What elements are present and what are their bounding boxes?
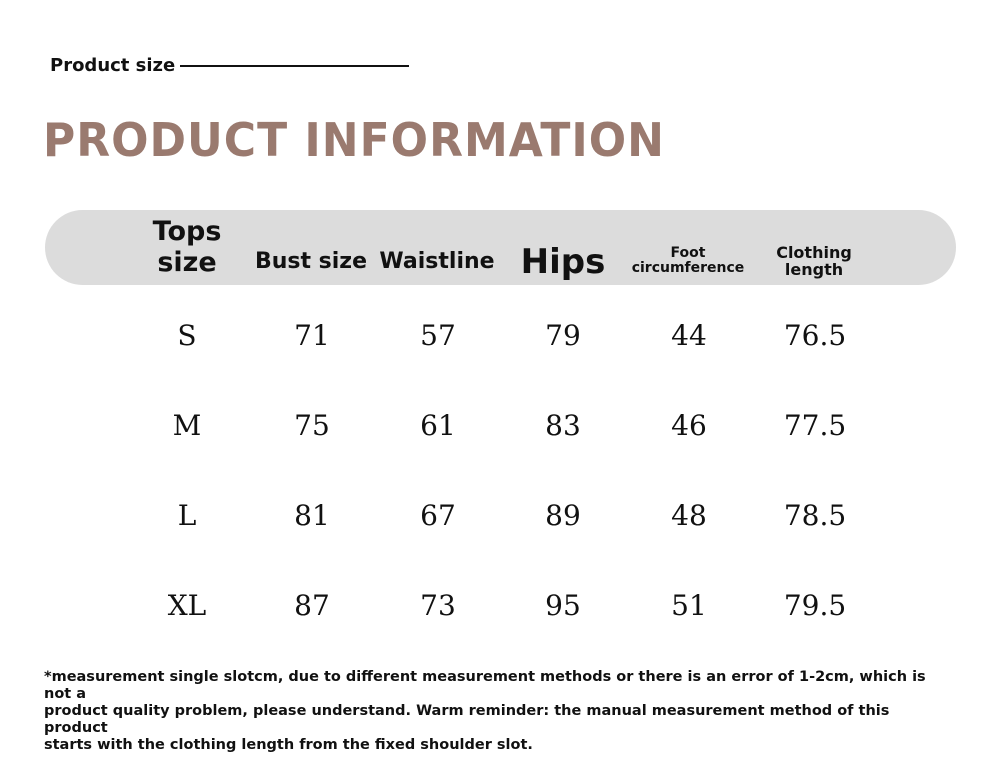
header-tops-size: [127, 216, 247, 278]
table-cell: 48: [671, 499, 707, 532]
table-cell: 79.5: [783, 589, 847, 622]
table-cell: 46: [671, 409, 707, 442]
table-cell: 76.5: [783, 319, 847, 352]
header-label: Foot: [670, 245, 706, 261]
table-cell: L: [177, 499, 197, 532]
section-divider: [180, 65, 409, 67]
table-cell: XL: [167, 589, 207, 622]
note-line: *measurement single slotcm, due to different measurement methods or there is an error of 1-2cm, which is not a: [44, 669, 926, 702]
table-cell: 87: [294, 589, 330, 622]
table-cell: 57: [420, 319, 456, 352]
table-cell: 44: [671, 319, 707, 352]
table-cell: 73: [420, 589, 456, 622]
table-cell: 83: [545, 409, 581, 442]
note-line: product quality problem, please understand. Warm reminder: the manual measurement method of this product: [44, 703, 890, 736]
table-cell: 79: [545, 319, 581, 352]
header-label: length: [784, 260, 844, 279]
header-label: Clothing: [776, 243, 852, 262]
table-cell: 61: [420, 409, 456, 442]
table-cell: 78.5: [783, 499, 847, 532]
section-label: Product size: [50, 55, 176, 76]
table-cell: 77.5: [783, 409, 847, 442]
table-cell: 89: [545, 499, 581, 532]
measurement-note: [44, 669, 944, 754]
table-cell: 81: [294, 499, 330, 532]
page-title: PRODUCT INFORMATION: [43, 114, 665, 168]
header-foot-circumference: [628, 246, 748, 276]
header-bust-size: Bust size: [254, 249, 368, 274]
note-line: starts with the clothing length from the fixed shoulder slot.: [44, 737, 533, 753]
table-cell: S: [177, 319, 197, 352]
table-cell: 95: [545, 589, 581, 622]
header-label: size: [157, 247, 217, 278]
header-label: circumference: [631, 260, 745, 276]
table-cell: M: [172, 409, 202, 442]
header-label: Tops: [152, 216, 222, 247]
table-cell: 67: [420, 499, 456, 532]
header-clothing-length: [754, 244, 874, 278]
table-cell: 51: [671, 589, 707, 622]
header-hips: Hips: [520, 242, 606, 282]
header-waistline: Waistline: [379, 249, 495, 274]
table-cell: 71: [294, 319, 330, 352]
table-cell: 75: [294, 409, 330, 442]
